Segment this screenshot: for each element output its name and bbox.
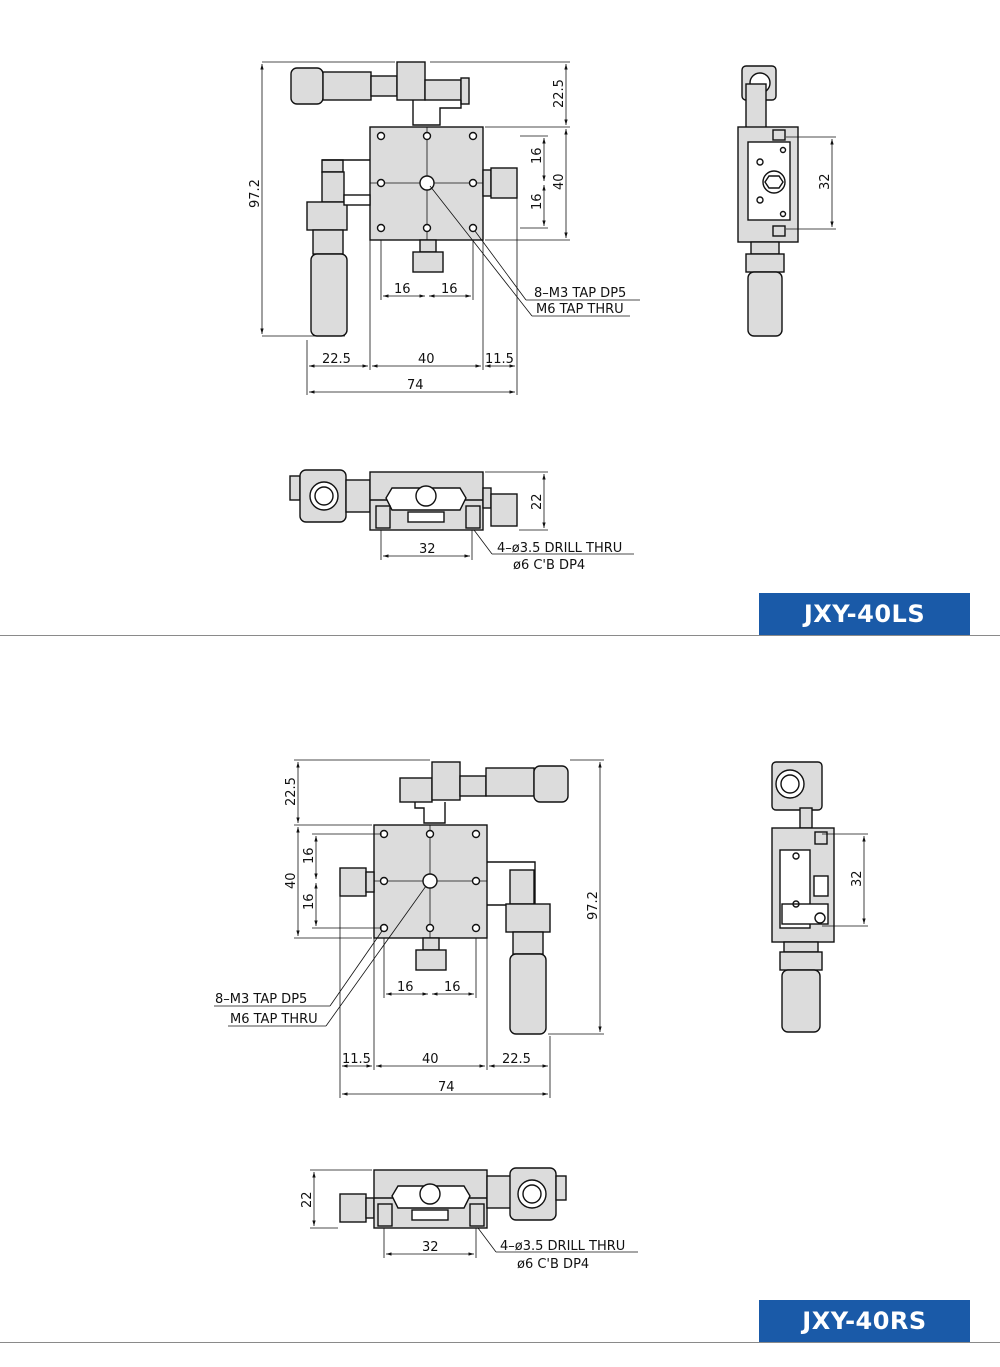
note-thru: M6 TAP THRU (536, 302, 624, 317)
label-40: 40 (418, 352, 435, 367)
label-40: 40 (422, 1052, 439, 1067)
label-16: 16 (302, 847, 317, 864)
label-22-5: 22.5 (284, 777, 299, 806)
label-40: 40 (284, 872, 299, 889)
model-badge: JXY-40RS (759, 1300, 970, 1343)
note-thru: M6 TAP THRU (230, 1012, 318, 1027)
label-11-5: 11.5 (485, 352, 514, 367)
jxy-40ls-front-view (290, 470, 517, 530)
label-22: 22 (300, 1191, 315, 1208)
jxy-40rs-front-view (340, 1168, 566, 1228)
label-16: 16 (302, 893, 317, 910)
note-tap: 8–M3 TAP DP5 (534, 286, 627, 301)
section-divider (0, 635, 1000, 636)
note-drill: 4–ø3.5 DRILL THRU (500, 1239, 626, 1254)
label-32: 32 (850, 870, 865, 887)
note-cb: ø6 C'B DP4 (513, 558, 586, 573)
label-16: 16 (530, 147, 545, 164)
label-16: 16 (397, 980, 414, 995)
note-drill: 4–ø3.5 DRILL THRU (497, 541, 623, 556)
label-74: 74 (438, 1080, 455, 1095)
label-40: 40 (552, 173, 567, 190)
label-16: 16 (444, 980, 461, 995)
label-22-5: 22.5 (552, 79, 567, 108)
section-divider (0, 1342, 1000, 1343)
model-badge: JXY-40LS (759, 593, 970, 636)
label-74: 74 (407, 378, 424, 393)
label-16: 16 (441, 282, 458, 297)
label-97-2: 97.2 (586, 891, 601, 920)
label-22: 22 (530, 493, 545, 510)
jxy-40ls-side-view (738, 66, 798, 336)
label-32: 32 (419, 542, 436, 557)
jxy-40rs-side-view (772, 762, 834, 1032)
label-22-5: 22.5 (502, 1052, 531, 1067)
label-32: 32 (422, 1240, 439, 1255)
label-16: 16 (530, 193, 545, 210)
label-22-5: 22.5 (322, 352, 351, 367)
note-tap: 8–M3 TAP DP5 (215, 992, 308, 1007)
label-32: 32 (818, 173, 833, 190)
label-16: 16 (394, 282, 411, 297)
label-11-5: 11.5 (342, 1052, 371, 1067)
label-97-2: 97.2 (248, 179, 263, 208)
note-cb: ø6 C'B DP4 (517, 1257, 590, 1272)
